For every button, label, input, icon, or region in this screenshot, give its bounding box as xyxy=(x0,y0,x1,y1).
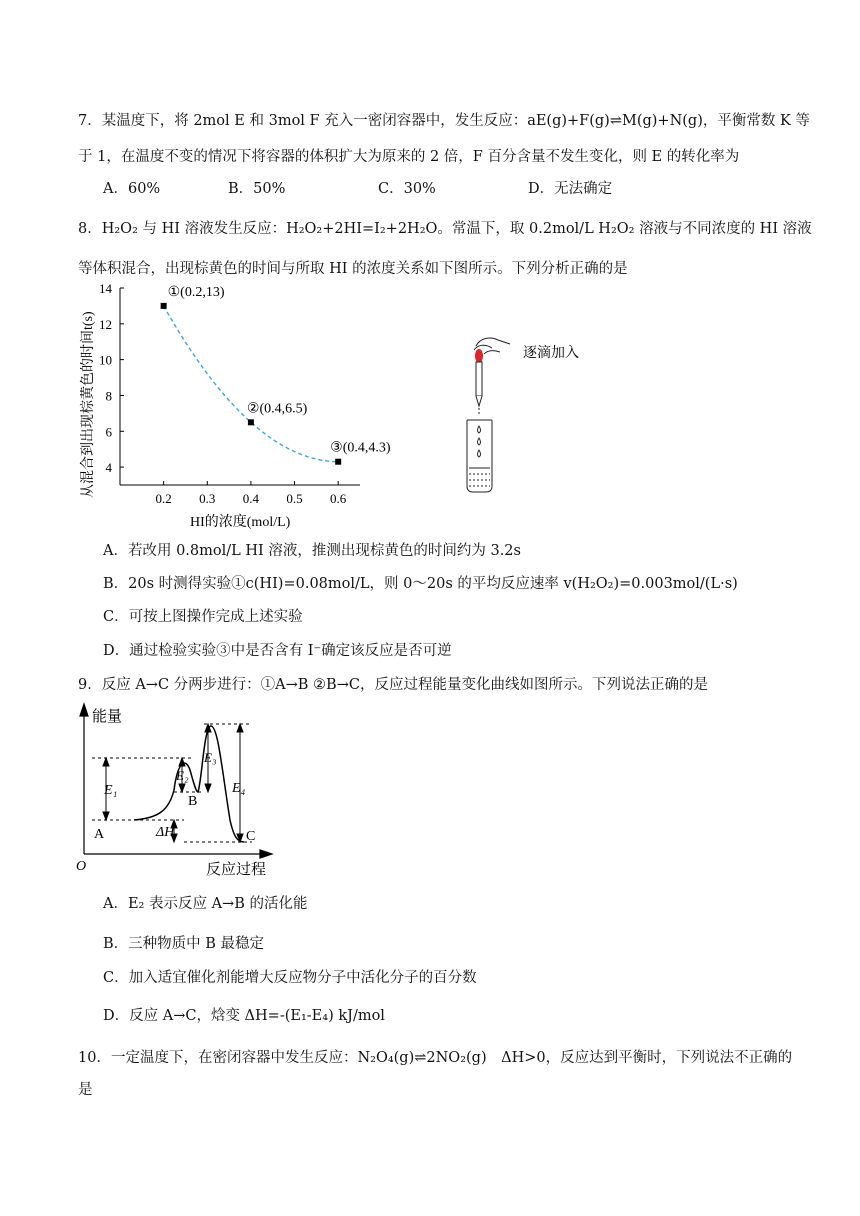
q7-option-c: C．30% xyxy=(378,181,436,197)
chart-x-tick-label: 0.4 xyxy=(242,491,260,506)
q7-option-a: A．60% xyxy=(103,181,161,197)
q8-option-a: A．若改用 0.8mol/L HI 溶液，推测出现棕黄色的时间约为 3.2s xyxy=(103,543,521,559)
label-delta-h: ΔH xyxy=(156,825,175,840)
chart-y-tick-label: 14 xyxy=(99,281,112,296)
q10-stem-line1: 10．一定温度下，在密闭容器中发生反应：N₂O₄(g)⇌2NO₂(g) ΔH>0，反应达到平衡时，下列说法不正确的 xyxy=(78,1050,793,1066)
chart-y-tick-label: 10 xyxy=(99,352,112,368)
q8-option-c: C．可按上图操作完成上述实验 xyxy=(103,609,303,625)
chart-x-tick-label: 0.2 xyxy=(155,491,172,506)
chart-point xyxy=(161,303,167,309)
chart-point-label: ①(0.2,13) xyxy=(167,284,225,300)
chart-x-tick-label: 0.5 xyxy=(286,491,303,506)
q10-stem-line2: 是 xyxy=(78,1082,93,1098)
chart-y-tick-label: 12 xyxy=(99,316,112,332)
chart-y-tick-label: 4 xyxy=(105,460,112,476)
dropper-icon xyxy=(476,362,482,406)
origin-label: O xyxy=(76,859,87,874)
chart-y-label: 从混合到出现棕黄色的时间t(s) xyxy=(81,311,96,498)
energy-diagram xyxy=(74,700,284,880)
label-e2: E₂ xyxy=(176,768,189,783)
chart-axes xyxy=(120,288,360,485)
energy-labels xyxy=(94,750,255,844)
chart-x-tick-label: 0.6 xyxy=(330,491,347,506)
dropper-bulb-icon xyxy=(475,349,483,363)
q7-stem-line1: 7．某温度下，将 2mol E 和 3mol F 充入一密闭容器中，发生反应：aE(g)+F(g)⇌M(g)+N(g)，平衡常数 K 等 xyxy=(78,113,810,129)
q8-chart xyxy=(70,280,410,532)
q8-option-d: D．通过检验实验③中是否含有 I⁻确定该反应是否可逆 xyxy=(103,643,452,659)
chart-y-tick-label: 8 xyxy=(105,388,112,404)
chart-x-label: HI的浓度(mol/L) xyxy=(190,515,291,530)
chart-y-tick-label: 6 xyxy=(105,424,112,440)
label-c: C xyxy=(246,829,256,844)
q9-option-a: A．E₂ 表示反应 A→B 的活化能 xyxy=(103,896,308,912)
label-b: B xyxy=(188,794,198,809)
chart-point xyxy=(335,459,341,465)
q9-option-c: C．加入适宜催化剂能增大反应物分子中活化分子的百分数 xyxy=(103,970,477,986)
energy-curve xyxy=(134,726,244,842)
chart-curve xyxy=(164,306,339,462)
q9-stem-line1: 9．反应 A→C 分两步进行：①A→B ②B→C，反应过程能量变化曲线如图所示。下列说法正确的是 xyxy=(78,677,708,693)
dropper-test-tube-figure xyxy=(460,330,600,500)
q7-option-b: B．50% xyxy=(228,181,286,197)
drop-icon xyxy=(478,426,481,457)
label-e3: E₃ xyxy=(204,750,217,765)
q8-stem-line1: 8．H₂O₂ 与 HI 溶液发生反应：H₂O₂+2HI=I₂+2H₂O。常温下，取 0.2mol/L H₂O₂ 溶液与不同浓度的 HI 溶液 xyxy=(78,221,812,237)
label-e1: E₁ xyxy=(104,783,118,798)
q8-stem-line2: 等体积混合，出现棕黄色的时间与所取 HI 的浓度关系如下图所示。下列分析正确的是 xyxy=(78,261,628,277)
label-e4: E₄ xyxy=(232,781,246,796)
dropper-label: 逐滴加入 xyxy=(523,345,579,361)
energy-axis-label: 能量 xyxy=(92,707,123,725)
chart-x-tick-label: 0.3 xyxy=(199,491,216,506)
q8-option-b: B．20s 时测得实验①c(HI)=0.08mol/L，则 0～20s 的平均反应速率 v(H₂O₂)=0.003mol/(L·s) xyxy=(103,576,738,592)
reaction-axis-label: 反应过程 xyxy=(206,860,267,878)
q7-stem-line2: 于 1，在温度不变的情况下将容器的体积扩大为原来的 2 倍，F 百分含量不发生变化，则 E 的转化率为 xyxy=(78,149,740,165)
chart-point-label: ②(0.4,6.5) xyxy=(246,401,308,417)
chart-points xyxy=(161,285,391,465)
chart-point xyxy=(248,419,254,425)
q9-option-d: D．反应 A→C，焓变 ΔH=-(E₁-E₄) kJ/mol xyxy=(103,1008,385,1024)
q7-option-d: D．无法确定 xyxy=(528,181,613,197)
q9-option-b: B．三种物质中 B 最稳定 xyxy=(103,936,265,952)
chart-point-label: ③(0.4,4.3) xyxy=(330,440,391,456)
label-a: A xyxy=(94,827,105,842)
